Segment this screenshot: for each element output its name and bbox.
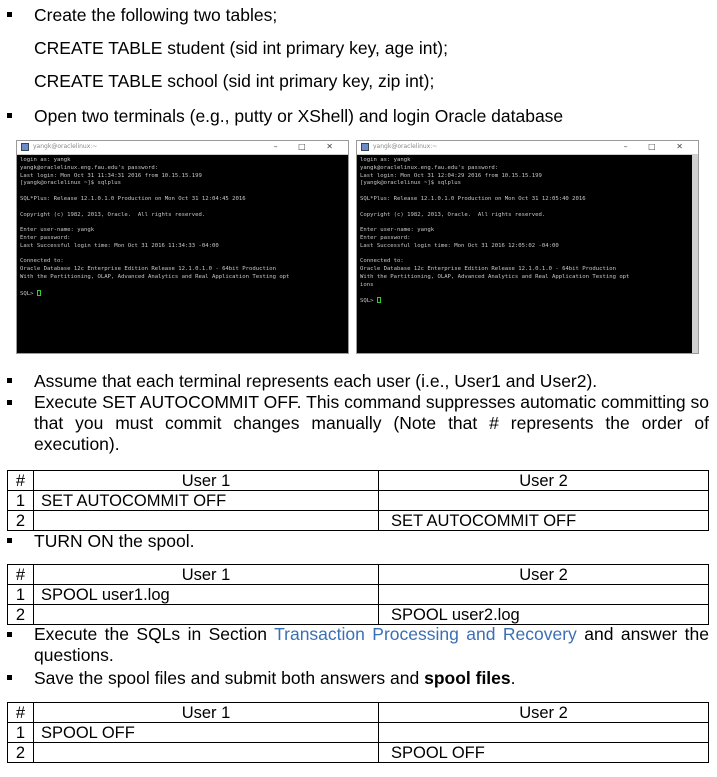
table-row [8, 723, 709, 743]
terminal-line: SQL> [20, 290, 37, 297]
terminal-line: Last Successful login time: Mon Oct 31 2016 12:05:02 -04:00 [360, 242, 559, 249]
bullet-marker [7, 12, 12, 17]
terminal-line: SQL> [360, 298, 377, 305]
bullet-create-tables: Create the following two tables; [34, 5, 278, 25]
terminal-line: Last login: Mon Oct 31 12:04:29 2016 from 10.15.15.199 [360, 172, 542, 179]
terminal-output[interactable] [357, 155, 698, 308]
bullet-marker [7, 378, 12, 383]
window-controls[interactable]: – □ ✕ [623, 142, 692, 151]
section-link[interactable]: Transaction Processing and Recovery [274, 624, 577, 644]
cell-user2 [379, 585, 709, 605]
header-user1: User 1 [34, 703, 379, 723]
putty-icon [21, 143, 29, 151]
cell-user2: SPOOL user2.log [379, 605, 709, 625]
bullet-marker [7, 632, 12, 637]
bullet-turn-on-spool: TURN ON the spool. [34, 531, 195, 551]
terminal-line: Copyright (c) 1982, 2013, Oracle. All rights reserved. [360, 211, 546, 218]
terminal-titlebar[interactable] [17, 141, 348, 155]
bullet-marker [7, 675, 12, 680]
cell-user1 [34, 743, 379, 763]
terminal-line: Connected to: [360, 258, 404, 265]
header-num: # [8, 565, 34, 585]
execute-text-pre: Execute the SQLs in Section [34, 624, 275, 644]
terminal-titlebar[interactable] [357, 141, 698, 155]
table-header-row [8, 703, 709, 723]
bullet-marker [7, 400, 12, 405]
terminal-window-user2[interactable] [356, 140, 699, 354]
terminal-title: yangk@oraclelinux:~ [33, 143, 98, 150]
table-autocommit [7, 470, 709, 531]
table-spool-off [7, 702, 709, 763]
header-user2: User 2 [379, 565, 709, 585]
window-controls[interactable]: – □ ✕ [273, 142, 342, 151]
terminal-line: ions [360, 281, 374, 288]
terminal-line: Enter user-name: yangk [20, 227, 95, 234]
cell-num: 2 [8, 511, 34, 531]
cell-user1: SPOOL OFF [34, 723, 379, 743]
table-row [8, 605, 709, 625]
terminal-line: login as: yangk [20, 157, 71, 163]
table-header-row [8, 565, 709, 585]
sql-keyword: CREATE TABLE [34, 38, 163, 58]
cell-num: 1 [8, 585, 34, 605]
terminal-output[interactable] [17, 155, 348, 300]
save-text-pre: Save the spool files and submit both answers and [34, 668, 425, 688]
bullet-marker [7, 113, 12, 118]
table-row [8, 511, 709, 531]
terminal-line: Enter password: [20, 234, 71, 241]
table-spool-on [7, 564, 709, 625]
terminal-line: With the Partitioning, OLAP, Advanced Analytics and Real Application Testing opt [360, 273, 630, 280]
table-row [8, 585, 709, 605]
save-text-bold: spool files [424, 668, 511, 688]
terminal-line: Last Successful login time: Mon Oct 31 2016 11:34:33 -04:00 [20, 242, 219, 249]
bullet-execute-autocommit: Execute SET AUTOCOMMIT OFF. This command suppresses automatic committing so that you must commit changes manually (Note that # represents the order of execution). [34, 392, 709, 454]
terminal-line: Last login: Mon Oct 31 11:34:31 2016 from 10.15.15.199 [20, 172, 202, 179]
terminal-window-user1[interactable] [16, 140, 349, 354]
header-user1: User 1 [34, 471, 379, 491]
table-header-row [8, 471, 709, 491]
terminal-scrollbar[interactable] [692, 154, 698, 353]
cell-num: 1 [8, 491, 34, 511]
cell-user1 [34, 605, 379, 625]
cell-user2 [379, 491, 709, 511]
cell-user1 [34, 511, 379, 531]
cell-user2 [379, 723, 709, 743]
execute-text-post: and answer the questions. [34, 624, 709, 665]
save-text-post: . [510, 668, 516, 688]
bullet-execute-sqls [34, 624, 709, 666]
terminal-line: [yangk@oraclelinux ~]$ sqlplus [360, 180, 462, 187]
terminal-line: With the Partitioning, OLAP, Advanced Analytics and Real Application Testing opt [20, 273, 290, 280]
header-user1: User 1 [34, 565, 379, 585]
terminal-line: SQL*Plus: Release 12.1.0.1.0 Production on Mon Oct 31 12:05:40 2016 [360, 195, 586, 202]
header-user2: User 2 [379, 471, 709, 491]
terminal-line: Oracle Database 12c Enterprise Edition Release 12.1.0.1.0 - 64bit Production [20, 266, 276, 273]
putty-icon [361, 143, 369, 151]
cell-user2: SET AUTOCOMMIT OFF [379, 511, 709, 531]
header-num: # [8, 471, 34, 491]
terminal-cursor [37, 290, 41, 296]
sql-body: school (sid int primary key, zip int); [162, 71, 435, 91]
terminal-line: Enter user-name: yangk [360, 227, 435, 234]
terminal-line: Enter password: [360, 234, 411, 241]
bullet-save-spool [34, 668, 516, 688]
bullet-marker [7, 538, 12, 543]
terminal-line: login as: yangk [360, 157, 411, 163]
terminal-line: Copyright (c) 1982, 2013, Oracle. All rights reserved. [20, 211, 206, 218]
terminal-line: yangk@oraclelinux.eng.fau.edu's password: [20, 164, 159, 171]
terminal-line: yangk@oraclelinux.eng.fau.edu's password: [360, 164, 499, 171]
cell-user1: SPOOL user1.log [34, 585, 379, 605]
sql-body: student (sid int primary key, age int); [162, 38, 448, 58]
terminal-cursor [377, 297, 381, 303]
sql-create-school [34, 71, 434, 91]
bullet-open-terminals: Open two terminals (e.g., putty or XShell) and login Oracle database [34, 106, 564, 126]
cell-num: 2 [8, 605, 34, 625]
terminal-title: yangk@oraclelinux:~ [373, 143, 438, 150]
bullet-assume: Assume that each terminal represents each user (i.e., User1 and User2). [34, 371, 598, 391]
terminal-line: Connected to: [20, 258, 64, 265]
terminal-line: Oracle Database 12c Enterprise Edition Release 12.1.0.1.0 - 64bit Production [360, 266, 616, 273]
table-row [8, 743, 709, 763]
header-user2: User 2 [379, 703, 709, 723]
sql-keyword: CREATE TABLE [34, 71, 163, 91]
terminal-line: SQL*Plus: Release 12.1.0.1.0 Production on Mon Oct 31 12:04:45 2016 [20, 195, 246, 202]
cell-num: 1 [8, 723, 34, 743]
sql-create-student [34, 38, 448, 58]
header-num: # [8, 703, 34, 723]
table-row [8, 491, 709, 511]
cell-num: 2 [8, 743, 34, 763]
cell-user2: SPOOL OFF [379, 743, 709, 763]
cell-user1: SET AUTOCOMMIT OFF [34, 491, 379, 511]
terminal-line: [yangk@oraclelinux ~]$ sqlplus [20, 180, 122, 187]
